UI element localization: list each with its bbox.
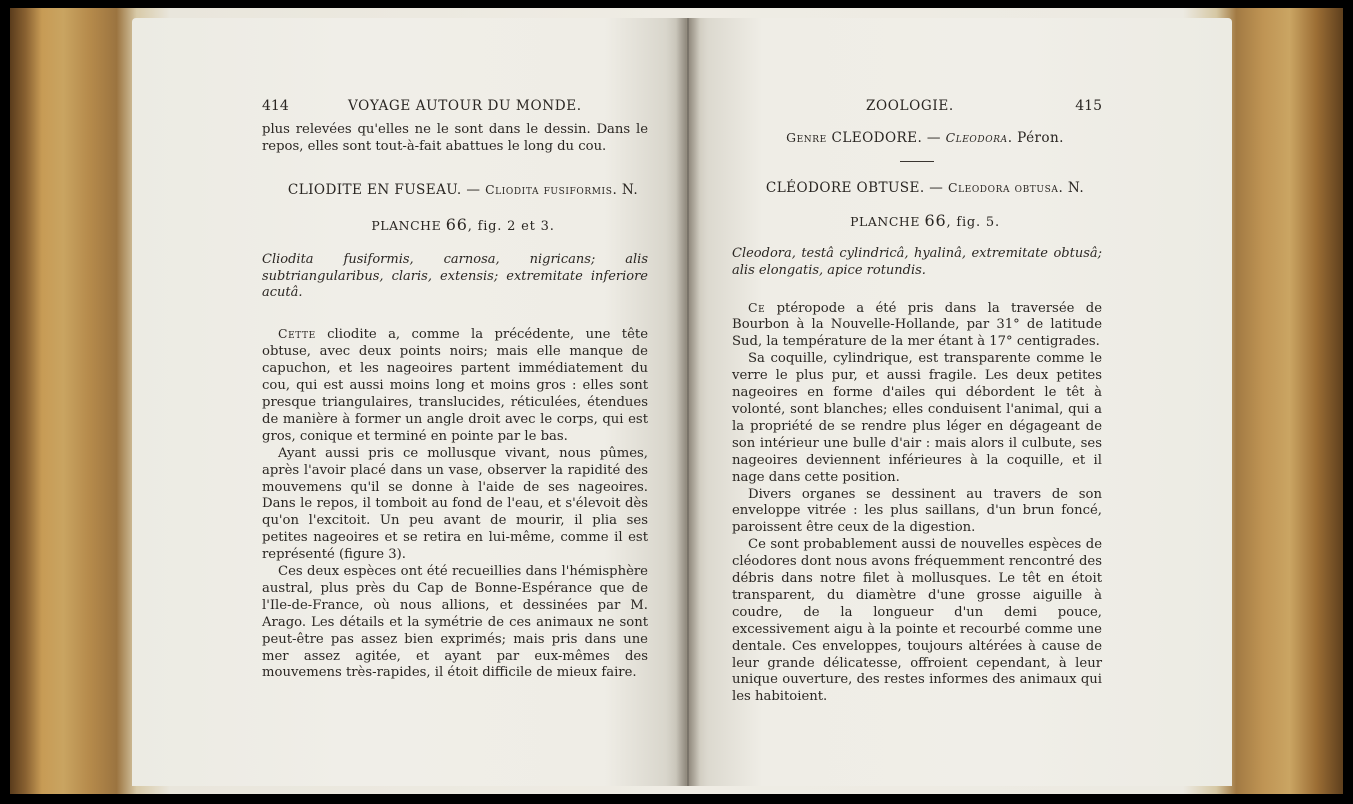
genus-author: . Péron. [1007, 130, 1064, 146]
plate-reference [262, 214, 648, 236]
left-page-header [262, 98, 648, 118]
running-title: VOYAGE AUTOUR DU MONDE. [348, 98, 582, 114]
right-page-header [732, 98, 1102, 118]
species-title-end: . N. [1058, 179, 1085, 196]
species-title-latin: Cleodora obtusa [948, 179, 1059, 195]
body-paragraph-4: Ce sont probablement aussi de nouvelles espèces de cléodores dont nous avons fréquemment rencontré des débris dans notre filet à mollusques. Le têt en étoit transparent, du diamètre d'une grosse aiguille à coudre, de la longueur d'un demi pouce, excessivement aigu à la pointe et recourbé comme une dentale. Ces enveloppes, toujours altérées à cause de leur grande délicatesse, offroient cependant, à leur unique ouverture, des restes informes des animaux qui les habitoient. [732, 537, 1102, 705]
paragraph-lead: Ce [748, 299, 766, 315]
running-title: ZOOLOGIE. [866, 98, 954, 114]
right-page-content [732, 98, 1102, 706]
left-page [132, 18, 688, 786]
plate-number: 66 [924, 210, 947, 230]
plate-reference [732, 210, 1102, 232]
paragraph-lead: Cette [278, 326, 316, 342]
page-number: 415 [1075, 98, 1102, 114]
plate-suffix: , fig. 2 et 3. [467, 218, 555, 234]
paragraph-text: cliodite a, comme la précédente, une tête obtuse, avec deux points noirs; mais elle manque de capuchon, et les nageoires partent immédiatement du cou, qui est aussi moins long et moins gros : elles sont presque triangulaires, translucides, réticulées, étendues de manière à former un angle droit avec le corps, qui est gros, conique et terminé en pointe par le bas. [262, 327, 648, 444]
latin-diagnosis: Cliodita fusiformis, carnosa, nigricans; alis subtriangularibus, claris, extensis; extremitate inferiore acutâ. [262, 251, 648, 301]
paragraph-text: ptéropode a été pris dans la traversée de Bourbon à la Nouvelle-Hollande, par 31° de latitude Sud, la température de la mer étant à 17° centigrades. [732, 300, 1102, 350]
body-paragraph-3: Divers organes se dessinent au travers de son enveloppe vitrée : les plus saillans, d'un brun foncé, paroissent être ceux de la digestion. [732, 486, 1102, 536]
plate-prefix: PLANCHE [371, 217, 446, 233]
open-book [10, 8, 1343, 794]
book-gutter [676, 18, 700, 786]
page-number: 414 [262, 98, 289, 114]
genus-name: CLEODORE. — [826, 130, 946, 146]
body-paragraph-2: Ayant aussi pris ce mollusque vivant, nous pûmes, après l'avoir placé dans un vase, observer la rapidité des mouvemens qu'il se donne à l'aide de ses nageoires. Dans le repos, il tomboit au fond de l'eau, et s'élevoit dès qu'on l'excitoit. Un peu avant de mourir, il plia ses petites nageoires et se retira en lui-même, comme il est représenté (figure 3). [262, 445, 648, 563]
species-title-main: CLÉODORE OBTUSE. — [765, 179, 948, 196]
right-page [686, 18, 1232, 786]
species-title [262, 182, 648, 199]
species-title-end: . N. [612, 181, 639, 198]
left-page-content [262, 98, 648, 682]
latin-diagnosis: Cleodora, testâ cylindricâ, hyalinâ, extremitate obtusâ; alis elongatis, apice rotundis. [732, 245, 1102, 278]
plate-suffix: , fig. 5. [946, 214, 1000, 230]
intro-paragraph: plus relevées qu'elles ne le sont dans le dessin. Dans le repos, elles sont tout-à-fait abattues le long du cou. [262, 122, 648, 154]
genus-latin: Cleodora [945, 130, 1008, 145]
genus-prefix: Genre [786, 130, 827, 145]
species-title [732, 180, 1102, 197]
plate-prefix: PLANCHE [850, 213, 925, 229]
genus-title [732, 130, 1102, 147]
body-paragraph-3: Ces deux espèces ont été recueillies dans l'hémisphère austral, plus près du Cap de Bonne-Espérance que de l'Ile-de-France, où nous allions, et dessinées par M. Arago. Les détails et la symétrie de ces animaux ne sont peut-être pas assez bien exprimés; mais pris dans une mer assez agitée, et ayant par eux-mêmes des mouvemens très-rapides, il étoit difficile de mieux faire. [262, 564, 648, 681]
body-paragraph-1 [262, 326, 648, 445]
species-title-main: CLIODITE EN FUSEAU. — [287, 181, 486, 198]
body-paragraph-2: Sa coquille, cylindrique, est transparente comme le verre le plus pur, et aussi fragile. Les deux petites nageoires en forme d'ailes qui débordent le têt à volonté, sont blanches; elles conduisent l'animal, qui a la propriété de se rendre plus léger en dégageant de son intérieur une bulle d'air : mais alors il culbute, ses nageoires deviennent inférieures à la coquille, et il nage dans cette position. [732, 351, 1102, 485]
body-paragraph-1 [732, 300, 1102, 352]
plate-number: 66 [445, 214, 468, 234]
species-title-latin: Cliodita fusiformis [485, 181, 613, 197]
